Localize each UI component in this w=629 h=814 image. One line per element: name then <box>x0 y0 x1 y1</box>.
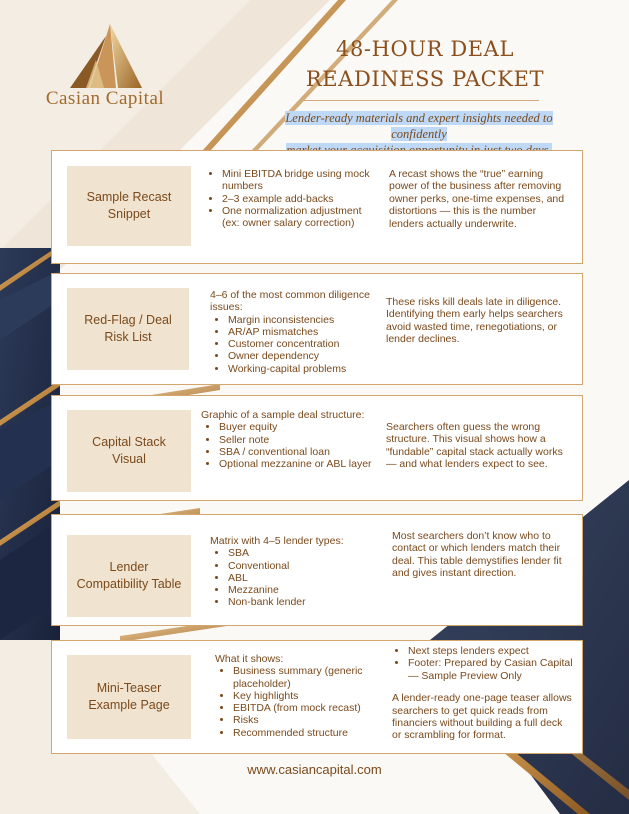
list-item: • Conventional <box>228 560 382 572</box>
pyramid-logo-icon <box>66 22 144 90</box>
list-item: • SBA <box>228 547 382 559</box>
list-item: • EBITDA (from mock recast) <box>233 702 385 714</box>
page-title-line-1: 48-HOUR DEAL <box>335 37 514 61</box>
row-details <box>201 409 381 470</box>
row-intro: Matrix with 4–5 lender types: <box>210 535 344 547</box>
row-description-block <box>392 645 574 742</box>
list-item: • Footer: Prepared by Casian Capital — Sample Preview Only <box>408 657 574 682</box>
brand-name: Casian Capital <box>45 88 165 109</box>
list-item: • AR/AP mismatches <box>228 326 382 338</box>
list-item: • ABL <box>228 572 382 584</box>
list-item: • Risks <box>233 714 385 726</box>
list-item: • Buyer equity <box>219 421 381 433</box>
list-item: • Optional mezzanine or ABL layer <box>219 458 381 470</box>
list-item: • One normalization adjustment (ex: owner salary correction) <box>222 205 376 230</box>
page-title-line-2: READINESS PACKET <box>305 67 545 91</box>
row-intro: Graphic of a sample deal structure: <box>201 409 365 421</box>
footer-url[interactable]: www.casiancapital.com <box>247 762 382 777</box>
list-item: • Seller note <box>219 434 381 446</box>
list-item: • Mini EBITDA bridge using mock numbers <box>222 168 376 193</box>
row-description: These risks kill deals late in diligence. Identifying them early helps searchers avoid wasted time, renegotiations, or lender declines. <box>386 296 563 346</box>
list-item: • Working-capital problems <box>228 363 382 375</box>
subtitle-line-1: Lender-ready materials and expert insights needed to confidently <box>285 111 553 141</box>
list-item: • Owner dependency <box>228 350 382 362</box>
row-details <box>210 535 382 609</box>
row-description: A recast shows the “true” earning power of the business after removing owner perks, one-time expenses, and distortions — this is the number lenders actually underwrite. <box>389 168 565 230</box>
row-description: A lender-ready one-page teaser allows searchers to get quick reads from financiers without building a full deck or scrambling for format. <box>392 692 572 742</box>
list-item: • Margin inconsistencies <box>228 314 382 326</box>
list-item: • Recommended structure <box>233 727 385 739</box>
list-item: • Next steps lenders expect <box>408 645 574 657</box>
list-item: • Non-bank lender <box>228 596 382 608</box>
row-mini-teaser <box>51 640 583 754</box>
row-capital-stack <box>51 395 583 501</box>
row-details <box>215 653 385 739</box>
row-description: Searchers often guess the wrong structure. This visual shows how a “fundable” capital stack actually works — and what lenders expect to see. <box>386 421 563 471</box>
row-label: Red-Flag / Deal Risk List <box>67 288 189 370</box>
list-item: • Key highlights <box>233 690 385 702</box>
row-description: Most searchers don’t know who to contact or which lenders match their deal. This table demystifies lender fit and gives instant direction. <box>392 530 562 580</box>
row-red-flag <box>51 273 583 385</box>
list-item: • Customer concentration <box>228 338 382 350</box>
list-item: • SBA / conventional loan <box>219 446 381 458</box>
list-item: • 2–3 example add-backs <box>222 193 376 205</box>
row-intro: 4–6 of the most common diligence issues: <box>210 289 370 314</box>
list-item: • Business summary (generic placeholder) <box>233 665 385 690</box>
row-details <box>210 289 382 375</box>
row-lender-compatibility <box>51 514 583 626</box>
row-intro: What it shows: <box>215 653 284 665</box>
row-label: Mini-Teaser Example Page <box>67 655 191 739</box>
row-label: Sample Recast Snippet <box>67 166 191 246</box>
page-title <box>275 34 575 94</box>
row-label: Lender Compatibility Table <box>67 535 191 617</box>
row-label: Capital Stack Visual <box>67 410 191 492</box>
title-divider <box>303 100 539 101</box>
list-item: • Mezzanine <box>228 584 382 596</box>
row-sample-recast <box>51 150 583 264</box>
row-details <box>204 168 376 229</box>
brand-logo <box>30 22 180 110</box>
